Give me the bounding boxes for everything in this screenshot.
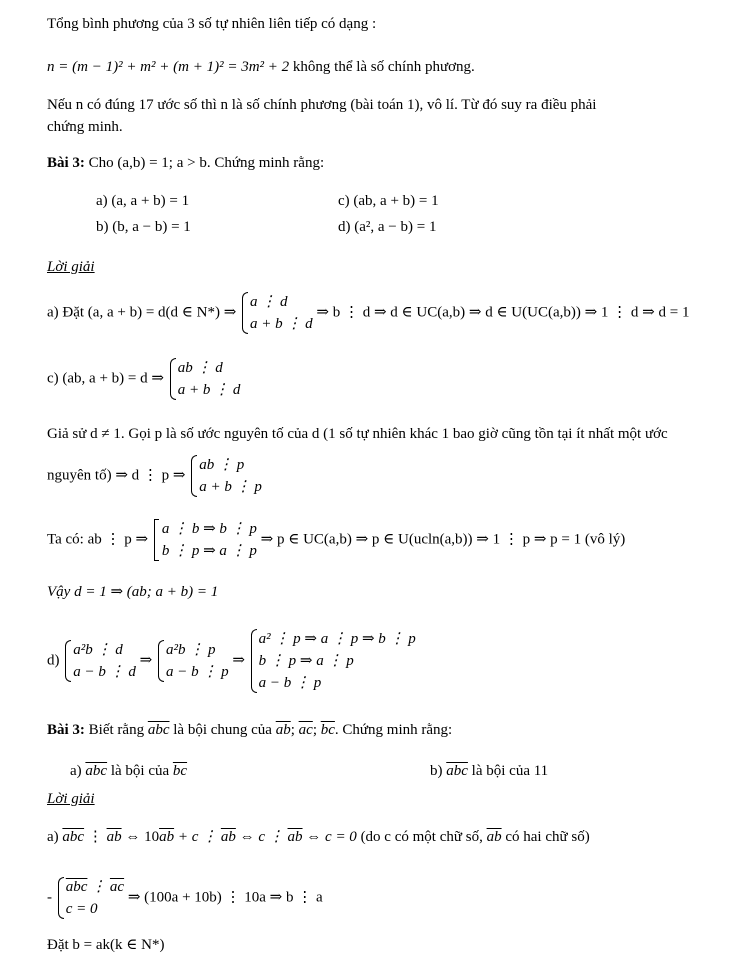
item-a: a) (a, a + b) = 1 [96, 193, 190, 209]
solution-3b-a: a) $\overline{abc}$ ⋮ $\overline{ab}$ ⇔ $10\overline{ab} + c$ ⋮ $\overline{ab}$ ⇔ c ⋮ $\overline{ab}$ ⇔ c = 0 (do c có một chữ số, $\overline{ab}$ có hai chữ số) [47, 829, 590, 845]
solution-heading-2: Lời giải [47, 791, 95, 807]
paragraph-line-2: chứng minh. [47, 119, 123, 135]
nested-system: a² ⋮ p ⇒ a ⋮ p ⇒ b ⋮ p b ⋮ p ⇒ a ⋮ p a − b ⋮ p [249, 628, 416, 694]
prime-divisor-line: nguyên tố) ⇒ d ⋮ p ⇒ ab ⋮ p a + b ⋮ p [47, 454, 262, 498]
exercise-3b-heading: Bài 3: Biết rằng $\overline{abc}$ là bội chung của $\overline{ab}$; $\overline{ac}$; $\overline{bc}$. Chứng minh rằng: [47, 722, 453, 738]
solution-d: d) a²b ⋮ d a − b ⋮ d ⇒ a²b ⋮ p a − b ⋮ p ⇒ a² ⋮ p ⇒ a ⋮ p ⇒ b ⋮ p b ⋮ p ⇒ a ⋮ p a − b ⋮ p [47, 628, 416, 694]
exercise-3-heading: Bài 3: Cho (a,b) = 1; a > b. Chứng minh rằng: [47, 155, 325, 171]
solution-heading: Lời giải [47, 259, 95, 275]
question-b: b) $\overline{abc}$ là bội của 11 [430, 763, 549, 779]
solution-a: a) Đặt (a, a + b) = d(d ∈ N*) ⇒ a ⋮ d a + b ⋮ d ⇒ b ⋮ d ⇒ d ∈ UC(a,b) ⇒ d ∈ U(UC(a,b)) ⇒ 1 ⋮ d ⇒ d = 1 [47, 291, 689, 335]
system-bracket: ab ⋮ p a + b ⋮ p [189, 454, 262, 498]
item-c: c) (ab, a + b) = 1 [338, 193, 439, 209]
system-bracket: $\overline{abc}$ ⋮ $\overline{ac}$ c = 0 [56, 876, 124, 920]
paragraph-line-1: Nếu n có đúng 17 ước số thì n là số chính phương (bài toán 1), vô lí. Từ đó suy ra điều phải [47, 97, 597, 113]
set-b-line: Đặt b = ak(k ∈ N*) [47, 937, 165, 953]
solution-c: c) (ab, a + b) = d ⇒ ab ⋮ d a + b ⋮ d [47, 357, 240, 401]
sum-squares-equation: n = (m − 1)² + m² + (m + 1)² = 3m² + 2 không thể là số chính phương. [47, 59, 475, 75]
item-b: b) (b, a − b) = 1 [96, 219, 191, 235]
system-bracket: a²b ⋮ d a − b ⋮ d [63, 639, 136, 683]
dash-system-line: - $\overline{abc}$ ⋮ $\overline{ac}$ c = 0 ⇒ (100a + 10b) ⋮ 10a ⇒ b ⋮ a [47, 876, 323, 920]
assumption-line: Giả sử d ≠ 1. Gọi p là số ước nguyên tố của d (1 số tự nhiên khác 1 bao giờ cũng tồn tại ít nhất một ước [47, 426, 668, 442]
system-bracket: ab ⋮ d a + b ⋮ d [168, 357, 241, 401]
system-bracket: a²b ⋮ p a − b ⋮ p [156, 639, 229, 683]
intro-line: Tổng bình phương của 3 số tự nhiên liên tiếp có dạng : [47, 16, 377, 32]
question-a: a) $\overline{abc}$ là bội của $\overline{bc}$ [70, 763, 188, 779]
item-d: d) (a², a − b) = 1 [338, 219, 437, 235]
case-bracket: a ⋮ b ⇒ b ⋮ p b ⋮ p ⇒ a ⋮ p [152, 518, 257, 562]
we-have-line: Ta có: ab ⋮ p ⇒ a ⋮ b ⇒ b ⋮ p b ⋮ p ⇒ a ⋮ p ⇒ p ∈ UC(a,b) ⇒ p ∈ U(ucln(a,b)) ⇒ 1 ⋮ p ⇒ p = 1 (vô lý) [47, 518, 625, 562]
system-bracket: a ⋮ d a + b ⋮ d [240, 291, 313, 335]
conclusion-line: Vậy d = 1 ⇒ (ab; a + b) = 1 [47, 584, 219, 600]
